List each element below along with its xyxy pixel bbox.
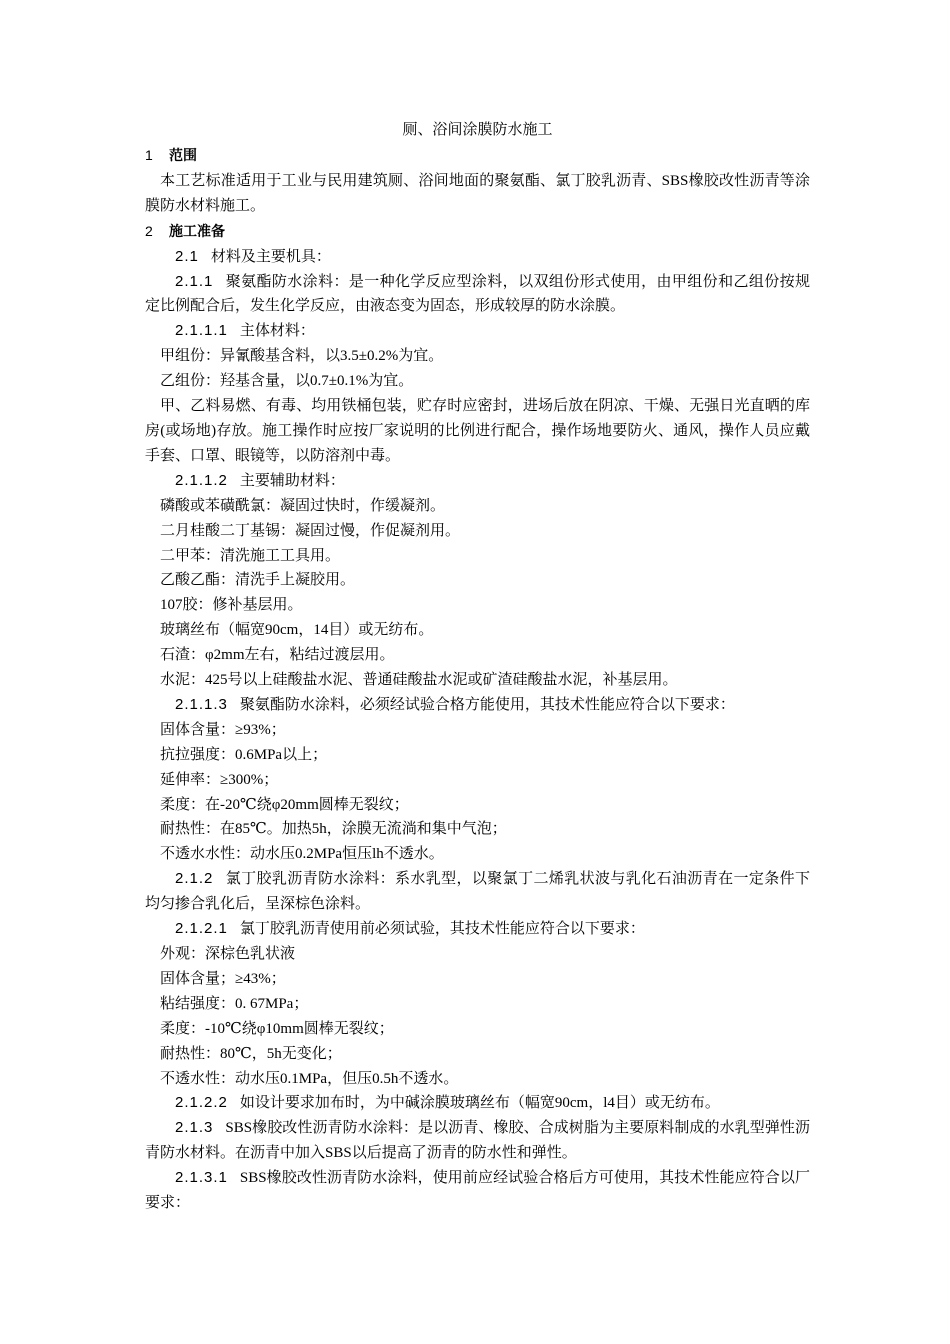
list-item bbox=[145, 842, 810, 867]
list-item bbox=[145, 494, 810, 519]
list-item bbox=[145, 519, 810, 544]
list-item bbox=[145, 992, 810, 1017]
paragraph-text: 乙组份：羟基含量，以0.7±0.1%为宜。 bbox=[160, 373, 414, 390]
paragraph-text: 不透水水性：动水压0.2MPa恒压lh不透水。 bbox=[160, 846, 444, 863]
clause-number: 2.1.3 bbox=[175, 1119, 214, 1137]
paragraph-text: 耐热性：80℃，5h无变化； bbox=[160, 1045, 342, 1062]
list-item bbox=[145, 668, 810, 693]
paragraph-text: 乙酸乙酯：清洗手上凝胶用。 bbox=[160, 572, 356, 589]
list-item bbox=[145, 967, 810, 992]
section-number: 1 bbox=[145, 147, 153, 163]
numbered-paragraph bbox=[145, 1091, 810, 1116]
paragraph-text: 聚氨酯防水涂料，必须经试验合格方能使用，其技术性能应符合以下要求： bbox=[239, 696, 735, 713]
paragraph-text: 抗拉强度：0.6MPa以上； bbox=[160, 746, 328, 763]
paragraph-text: 材料及主要机具： bbox=[210, 248, 331, 265]
list-item bbox=[145, 643, 810, 668]
numbered-paragraph bbox=[145, 867, 810, 917]
paragraph-text: 水泥：425号以上硅酸盐水泥、普通硅酸盐水泥或矿渣硅酸盐水泥，补基层用。 bbox=[160, 672, 678, 689]
paragraph-text: 固体含量：≥93%； bbox=[160, 721, 286, 738]
clause-number: 2.1.1 bbox=[175, 272, 214, 290]
list-item bbox=[145, 618, 810, 643]
document-page bbox=[145, 118, 810, 1216]
list-item bbox=[145, 817, 810, 842]
clause-number: 2.1.1.3 bbox=[175, 695, 228, 713]
list-item bbox=[145, 1067, 810, 1092]
paragraph-text: 延伸率：≥300%； bbox=[160, 771, 279, 788]
section-heading-preparation bbox=[145, 219, 810, 245]
list-item bbox=[145, 743, 810, 768]
paragraph-text: 磷酸或苯磺酰氯：凝固过快时，作缓凝剂。 bbox=[160, 497, 446, 514]
list-item bbox=[145, 593, 810, 618]
clause-number: 2.1.2.2 bbox=[175, 1094, 228, 1112]
scope-paragraph: 本工艺标准适用于工业与民用建筑厕、浴间地面的聚氨酯、氯丁胶乳沥青、SBS橡胶改性沥青等涂膜防水材料施工。 bbox=[145, 172, 810, 214]
paragraph-text: 柔度：-10℃绕φ10mm圆棒无裂纹； bbox=[160, 1020, 394, 1037]
list-item bbox=[145, 544, 810, 569]
list-item bbox=[145, 793, 810, 818]
clause-number: 2.1.3.1 bbox=[175, 1169, 228, 1187]
paragraph-text: 主体材料： bbox=[239, 323, 315, 340]
paragraph-text: SBS橡胶改性沥青防水涂料，使用前应经试验合格后方可使用，其技术性能应符合以厂要求： bbox=[145, 1170, 810, 1212]
list-item bbox=[145, 568, 810, 593]
document-title: 厕、浴间涂膜防水施工 bbox=[402, 122, 553, 138]
numbered-paragraph bbox=[145, 1116, 810, 1166]
numbered-paragraph bbox=[145, 917, 810, 942]
section-heading-text: 施工准备 bbox=[169, 223, 225, 240]
paragraph-text: 如设计要求加布时，为中碱涂膜玻璃丝布（幅宽90cm，l4目）或无纺布。 bbox=[239, 1095, 720, 1112]
paragraph-text: 外观：深棕色乳状液 bbox=[160, 946, 296, 962]
numbered-paragraph bbox=[145, 270, 810, 320]
paragraph-text: 耐热性：在85℃。加热5h，涂膜无流淌和集中气泡； bbox=[160, 821, 507, 838]
list-item bbox=[145, 1017, 810, 1042]
clause-number: 2.1 bbox=[175, 247, 199, 265]
numbered-paragraph bbox=[145, 469, 810, 494]
paragraph-text: 石渣：φ2mm左右，粘结过渡层用。 bbox=[160, 647, 395, 664]
paragraph-text: 玻璃丝布（幅宽90cm，14目）或无纺布。 bbox=[160, 622, 434, 639]
list-item bbox=[145, 718, 810, 743]
clause-number: 2.1.1.1 bbox=[175, 322, 228, 340]
clause-number: 2.1.2.1 bbox=[175, 920, 228, 938]
clause-number: 2.1.2 bbox=[175, 870, 214, 888]
section-heading-scope bbox=[145, 143, 810, 169]
item-list bbox=[145, 245, 810, 1216]
paragraph-text: 柔度：在-20℃绕φ20mm圆棒无裂纹； bbox=[160, 796, 409, 813]
paragraph-text: 甲、乙料易燃、有毒、均用铁桶包装，贮存时应密封，进场后放在阴凉、干燥、无强日光直晒的库房(或场地)存放。施工操作时应按厂家说明的比例进行配合，操作场地要防火、通风，操作人员应戴手套、口罩、眼镜等，以防溶剂中毒。 bbox=[145, 398, 810, 464]
paragraph-text: 粘结强度：0. 67MPa； bbox=[160, 995, 309, 1012]
numbered-paragraph bbox=[145, 1166, 810, 1216]
paragraph-text: 107胶：修补基层用。 bbox=[160, 597, 303, 614]
paragraph-text: 不透水性：动水压0.1MPa，但压0.5h不透水。 bbox=[160, 1070, 459, 1087]
paragraph-text: 甲组份：异氰酸基含料，以3.5±0.2%为宜。 bbox=[160, 348, 444, 365]
paragraph-text: 固体含量；≥43%； bbox=[160, 970, 286, 987]
paragraph-text: 二月桂酸二丁基锡：凝固过慢，作促凝剂用。 bbox=[160, 522, 461, 539]
paragraph-text: 主要辅助材料： bbox=[239, 472, 345, 489]
numbered-paragraph bbox=[145, 245, 810, 270]
section-heading-text: 范围 bbox=[169, 148, 197, 164]
paragraph-text: SBS橡胶改性沥青防水涂料：是以沥青、橡胶、合成树脂为主要原料制成的水乳型弹性沥青防水材料。在沥青中加入SBS以后提高了沥青的防水性和弹性。 bbox=[145, 1120, 810, 1162]
paragraph-text: 聚氨酯防水涂料：是一种化学反应型涂料，以双组份形式使用，由甲组份和乙组份按规定比例配合后，发生化学反应，由液态变为固态，形成较厚的防水涂膜。 bbox=[145, 273, 810, 315]
section-number: 2 bbox=[145, 222, 153, 239]
list-item bbox=[145, 394, 810, 469]
numbered-paragraph bbox=[145, 319, 810, 344]
numbered-paragraph bbox=[145, 693, 810, 718]
list-item bbox=[145, 768, 810, 793]
paragraph-text: 二甲苯：清洗施工工具用。 bbox=[160, 547, 341, 564]
list-item bbox=[145, 1042, 810, 1067]
list-item bbox=[145, 344, 810, 369]
list-item bbox=[145, 369, 810, 394]
paragraph-text: 氯丁胶乳沥青使用前必须试验，其技术性能应符合以下要求： bbox=[239, 921, 645, 938]
list-item bbox=[145, 942, 810, 967]
paragraph-text: 氯丁胶乳沥青防水涂料：系水乳型，以聚氯丁二烯乳状波与乳化石油沥青在一定条件下均匀掺合乳化后，呈深棕色涂料。 bbox=[145, 871, 810, 913]
clause-number: 2.1.1.2 bbox=[175, 471, 228, 489]
